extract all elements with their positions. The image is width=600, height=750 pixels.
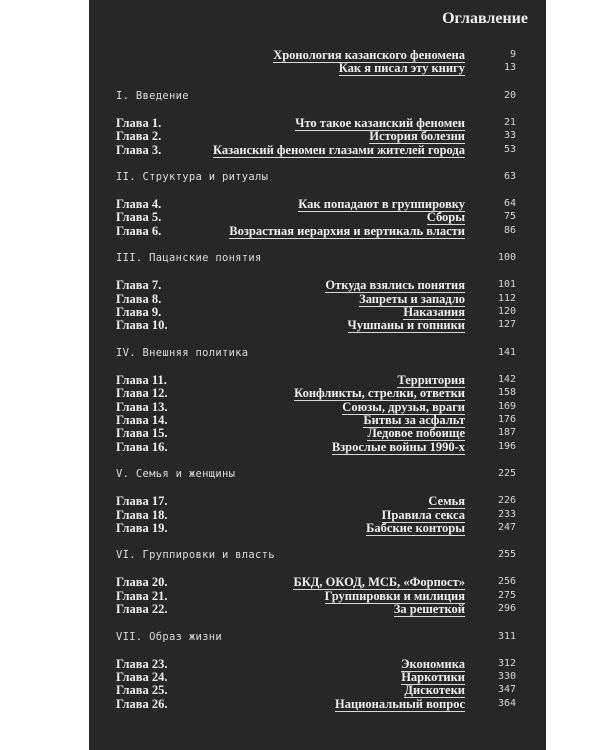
entry-title: Как я писал эту книгу — [338, 61, 465, 76]
toc-part[interactable] — [116, 467, 516, 481]
chapter-title: Союзы, друзья, враги — [342, 399, 465, 414]
part-title: III. Пацанские понятия — [116, 252, 262, 265]
toc-entry-front[interactable] — [116, 48, 516, 62]
toc-chapter[interactable] — [116, 278, 516, 292]
toc-chapter[interactable] — [116, 426, 516, 440]
chapter-label: Глава 25. — [116, 683, 168, 698]
chapter-page: 226 — [497, 495, 516, 507]
toc-chapter[interactable] — [116, 494, 516, 508]
toc-part[interactable] — [116, 630, 516, 644]
part-title: VI. Группировки и власть — [116, 549, 275, 562]
toc-chapter[interactable] — [116, 129, 516, 143]
chapter-title: Правила секса — [381, 507, 465, 522]
chapter-page: 142 — [497, 373, 516, 385]
chapter-title: Битвы за асфальт — [363, 413, 465, 427]
part-page: 311 — [497, 630, 516, 642]
toc-chapter[interactable] — [116, 143, 516, 157]
toc-chapter[interactable] — [116, 210, 516, 224]
chapter-page: 53 — [503, 143, 516, 155]
chapter-page: 196 — [497, 440, 516, 452]
toc-chapter[interactable] — [116, 386, 516, 400]
chapter-label: Глава 11. — [116, 372, 167, 387]
toc-chapter[interactable] — [116, 589, 516, 603]
chapter-label: Глава 6. — [116, 223, 162, 238]
chapter-title: Запреты и западло — [359, 291, 465, 306]
toc-chapter[interactable] — [116, 602, 516, 616]
toc-chapter[interactable] — [116, 116, 516, 130]
chapter-label: Глава 5. — [116, 210, 162, 225]
chapter-page: 33 — [503, 130, 516, 142]
chapter-label: Глава 13. — [116, 399, 168, 414]
toc-chapter[interactable] — [116, 508, 516, 522]
chapter-label: Глава 1. — [116, 115, 162, 130]
chapter-label: Глава 2. — [116, 129, 162, 144]
entry-page: 13 — [503, 62, 516, 74]
part-title: V. Семья и женщины — [116, 468, 236, 481]
chapter-title: Сборы — [426, 210, 465, 225]
toc-chapter[interactable] — [116, 197, 516, 211]
part-title: VII. Образ жизни — [116, 630, 222, 643]
chapter-title: Наказания — [403, 305, 465, 319]
chapter-page: 86 — [503, 224, 516, 236]
toc-chapter[interactable] — [116, 575, 516, 589]
chapter-title: Экономика — [401, 656, 465, 671]
chapter-title: БКД, ОКОД, МСБ, «Форпост» — [293, 575, 465, 590]
toc-chapter[interactable] — [116, 657, 516, 671]
chapter-label: Глава 7. — [116, 278, 162, 293]
chapter-label: Глава 19. — [116, 521, 168, 535]
chapter-page: 330 — [497, 671, 516, 682]
chapter-title: Возрастная иерархия и вертикаль власти — [229, 223, 465, 238]
toc-chapter[interactable] — [116, 318, 516, 332]
chapter-title: Что такое казанский феномен — [295, 115, 465, 130]
chapter-page: 312 — [497, 657, 516, 669]
chapter-title: Как попадают в группировку — [298, 197, 465, 211]
chapter-page: 158 — [497, 387, 516, 399]
toc-chapter[interactable] — [116, 670, 516, 684]
chapter-label: Глава 15. — [116, 426, 168, 441]
chapter-page: 296 — [497, 603, 516, 615]
chapter-page: 127 — [497, 319, 516, 331]
toc-part[interactable] — [116, 251, 516, 265]
chapter-title: Конфликты, стрелки, ответки — [294, 386, 465, 401]
chapter-label: Глава 9. — [116, 305, 162, 319]
chapter-label: Глава 12. — [116, 386, 168, 401]
part-page: 255 — [497, 549, 516, 561]
chapter-page: 364 — [497, 697, 516, 709]
toc-chapter[interactable] — [116, 440, 516, 454]
toc-chapter[interactable] — [116, 400, 516, 414]
toc-part[interactable] — [116, 170, 516, 184]
chapter-title: Группировки и милиция — [324, 588, 465, 603]
chapter-title: Территория — [397, 372, 465, 387]
entry-page: 9 — [509, 49, 516, 60]
chapter-label: Глава 16. — [116, 439, 168, 454]
chapter-page: 275 — [497, 589, 516, 601]
chapter-page: 256 — [497, 576, 516, 588]
chapter-title: Откуда взялись понятия — [325, 278, 465, 293]
chapter-page: 176 — [497, 414, 516, 425]
part-title: IV. Внешняя политика — [116, 346, 249, 359]
chapter-label: Глава 10. — [116, 318, 168, 333]
chapter-label: Глава 23. — [116, 656, 168, 671]
part-page: 141 — [497, 346, 516, 358]
chapter-label: Глава 20. — [116, 575, 168, 590]
chapter-page: 187 — [497, 427, 516, 439]
toc-entry-front[interactable] — [116, 61, 516, 75]
chapter-label: Глава 21. — [116, 588, 168, 603]
chapter-title: За решеткой — [393, 602, 465, 617]
entry-title: Хронология казанского феномена — [273, 48, 465, 62]
chapter-title: Казанский феномен глазами жителей города — [213, 142, 465, 157]
chapter-page: 64 — [503, 198, 516, 209]
toc-chapter[interactable] — [116, 224, 516, 238]
chapter-title: Ледовое побоище — [367, 426, 465, 441]
toc-chapter[interactable] — [116, 373, 516, 387]
toc-heading: Оглавление — [442, 10, 528, 27]
toc-chapter[interactable] — [116, 697, 516, 711]
chapter-title: История болезни — [369, 129, 465, 144]
chapter-page: 112 — [497, 292, 516, 304]
chapter-page: 75 — [503, 211, 516, 223]
part-page: 63 — [503, 171, 516, 182]
chapter-label: Глава 3. — [116, 142, 162, 157]
chapter-label: Глава 17. — [116, 494, 168, 509]
toc-chapter[interactable] — [116, 521, 516, 535]
part-page: 225 — [497, 468, 516, 480]
toc-part[interactable] — [116, 346, 516, 360]
chapter-label: Глава 14. — [116, 413, 168, 427]
chapter-title: Взрослые войны 1990-х — [331, 439, 465, 454]
chapter-page: 120 — [497, 306, 516, 317]
chapter-page: 233 — [497, 508, 516, 520]
toc-part[interactable] — [116, 89, 516, 103]
toc-page — [89, 0, 546, 750]
chapter-page: 247 — [497, 522, 516, 533]
chapter-page: 347 — [497, 684, 516, 696]
chapter-title: Дискотеки — [404, 683, 465, 698]
chapter-label: Глава 24. — [116, 670, 168, 684]
part-title: II. Структура и ритуалы — [116, 171, 269, 183]
chapter-label: Глава 26. — [116, 696, 168, 711]
toc-chapter[interactable] — [116, 292, 516, 306]
chapter-title: Бабские конторы — [366, 521, 465, 535]
chapter-title: Чушпаны и гопники — [347, 318, 465, 333]
toc-chapter[interactable] — [116, 305, 516, 319]
toc-part[interactable] — [116, 548, 516, 562]
toc-chapter[interactable] — [116, 413, 516, 427]
chapter-title: Наркотики — [401, 670, 465, 684]
chapter-page: 21 — [503, 116, 516, 128]
part-page: 100 — [497, 252, 516, 264]
chapter-label: Глава 18. — [116, 507, 168, 522]
part-title: I. Введение — [116, 89, 189, 102]
chapter-title: Семья — [428, 494, 465, 509]
chapter-page: 169 — [497, 400, 516, 412]
toc-chapter[interactable] — [116, 683, 516, 697]
chapter-page: 101 — [497, 279, 516, 291]
part-page: 20 — [503, 89, 516, 101]
chapter-label: Глава 22. — [116, 602, 168, 617]
chapter-label: Глава 8. — [116, 291, 162, 306]
chapter-title: Национальный вопрос — [335, 696, 465, 711]
chapter-label: Глава 4. — [116, 197, 162, 211]
